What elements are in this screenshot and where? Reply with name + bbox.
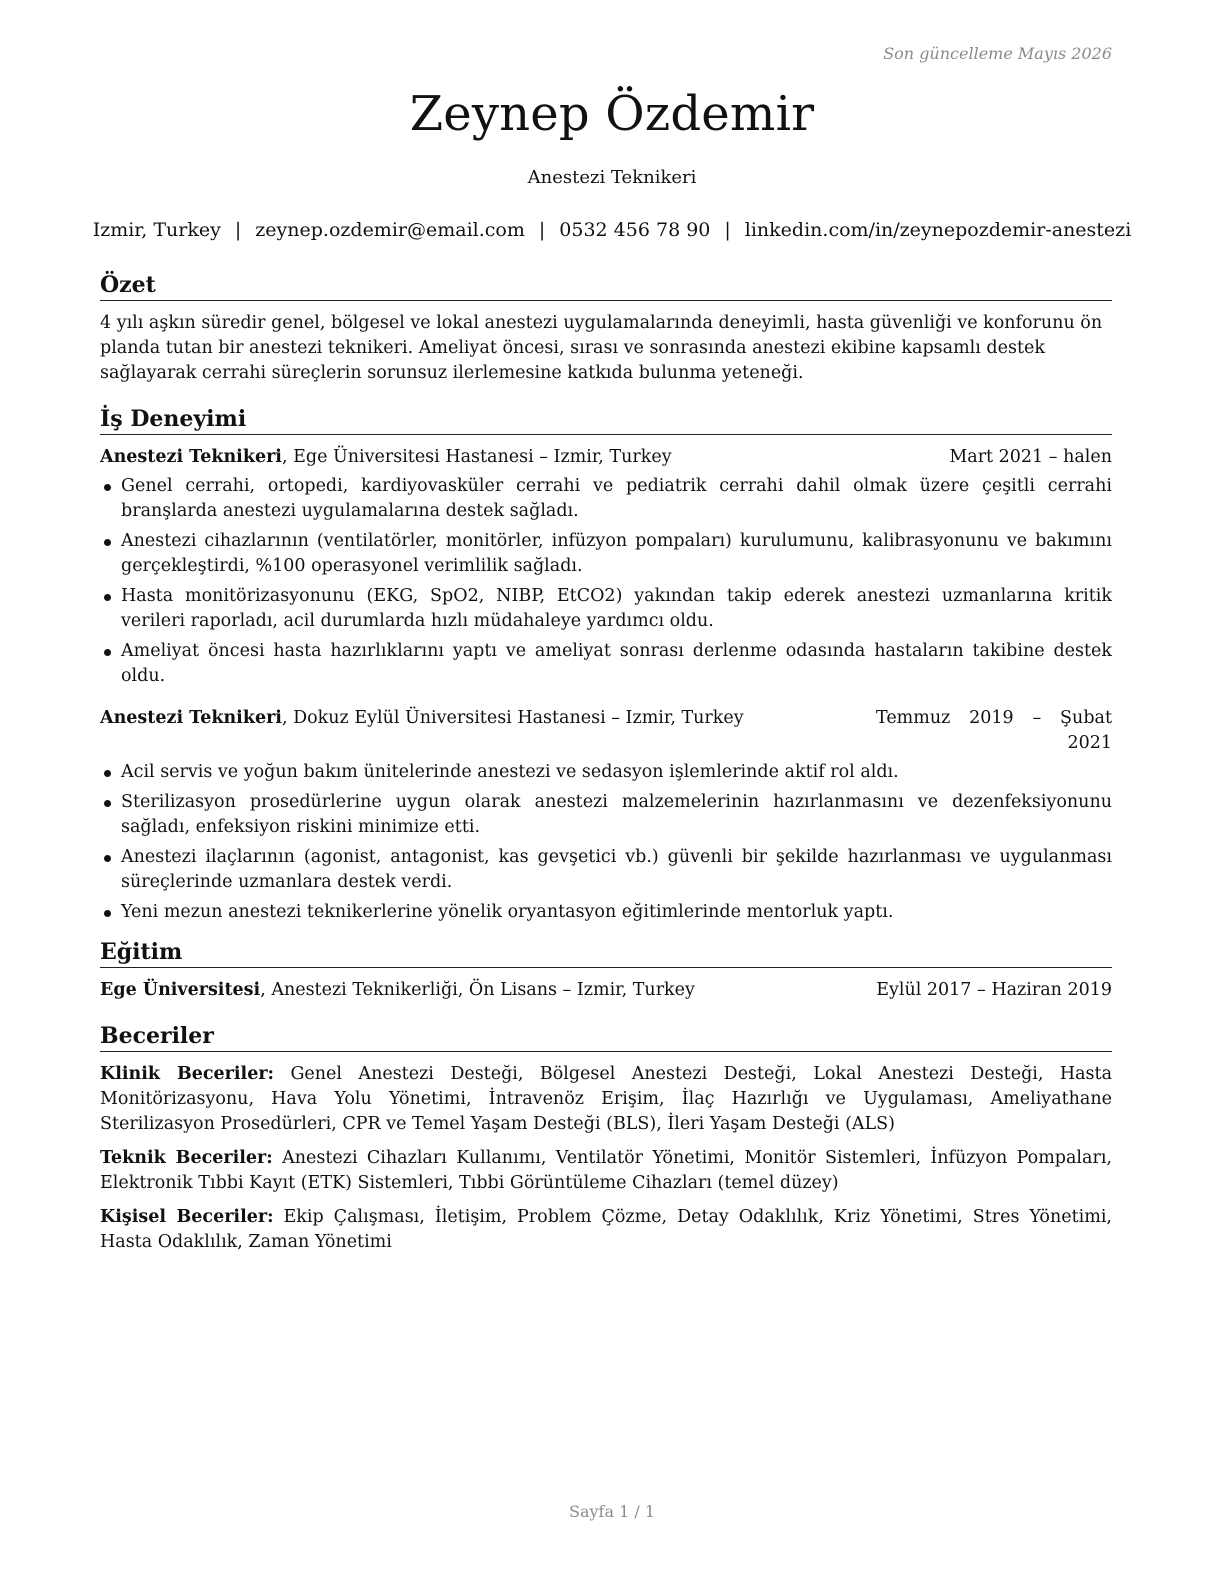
person-name: Zeynep Özdemir (409, 86, 815, 142)
job-bullet: Hasta monitörizasyonunu (EKG, SpO2, NIBP, EtCO2) yakından takip ederek anestezi uzmanlarına kritik verileri raporladı, acil durumlarda hızlı müdahaleye yardımcı oldu. (100, 584, 1112, 634)
section-heading-skills: Beceriler (100, 1022, 1112, 1052)
job-role: Anestezi Teknikeri (100, 708, 282, 728)
education-section (100, 938, 1112, 1003)
job-bullet: Sterilizasyon prosedürlerine uygun olarak anestezi malzemelerinin hazırlanmasını ve dezenfeksiyonunu sağladı, enfeksiyon riskini minimize etti. (100, 790, 1112, 840)
summary-text: 4 yılı aşkın süredir genel, bölgesel ve lokal anestezi uygulamalarında deneyimli, hasta güvenliği ve konforunu ön planda tutan bir anestezi teknikeri. Ameliyat öncesi, sırası ve sonrasında anestezi ekibine kapsamlı destek sağlayarak cerrahi süreçlerin sorunsuz ilerlemesine katkıda bulunma yeteneği. (100, 313, 1103, 383)
contact-linkedin[interactable]: linkedin.com/in/zeynepozdemir-anestezi (744, 219, 1132, 241)
job-bullet: Anestezi ilaçlarının (agonist, antagonist, kas gevşetici vb.) güvenli bir şekilde hazırlanması ve uygulanması süreçlerinde uzmanlara destek verdi. (100, 845, 1112, 895)
job-role: Anestezi Teknikeri (100, 447, 282, 467)
education-school-degree (100, 978, 695, 1003)
skill-group-text: Anestezi Cihazları Kullanımı, Ventilatör Yönetimi, Monitör Sistemleri, İnfüzyon Pompaları, Elektronik Tıbbi Kayıt (ETK) Sistemleri, Tıbbi Görüntüleme Cihazları (temel düzey) (100, 1148, 1112, 1193)
education-entry (100, 978, 1112, 1003)
contact-line (0, 219, 1224, 241)
section-heading-education: Eğitim (100, 938, 1112, 968)
skill-group-text: Genel Anestezi Desteği, Bölgesel Anestezi Desteği, Lokal Anestezi Desteği, Hasta Monitörizasyonu, Hava Yolu Yönetimi, İntravenöz Erişim, İlaç Hazırlığı ve Uygulaması, Ameliyathane Sterilizasyon Prosedürleri, CPR ve Temel Yaşam Desteği (BLS), İleri Yaşam Desteği (ALS) (100, 1064, 1112, 1134)
job-entry (100, 706, 1112, 925)
job-bullets (100, 760, 1112, 925)
job-role-org (100, 445, 672, 470)
job-header (100, 445, 1112, 470)
job-bullet: Acil servis ve yoğun bakım ünitelerinde anestezi ve sedasyon işlemlerinde aktif rol aldı. (100, 760, 1112, 785)
job-entry (100, 445, 1112, 689)
last-updated-note: Son güncelleme Mayıs 2026 (883, 44, 1112, 63)
skill-group-clinical (100, 1062, 1112, 1137)
job-header (100, 706, 1112, 756)
contact-separator: | (538, 219, 546, 241)
section-heading-summary: Özet (100, 271, 1112, 301)
job-role-org (100, 706, 744, 756)
page-number: Sayfa 1 / 1 (568, 1502, 655, 1521)
skill-group-technical (100, 1146, 1112, 1196)
job-bullets (100, 474, 1112, 689)
section-heading-experience: İş Deneyimi (100, 405, 1112, 435)
contact-separator: | (234, 219, 242, 241)
job-dates: Mart 2021 – halen (949, 447, 1112, 467)
job-bullet: Ameliyat öncesi hasta hazırlıklarını yaptı ve ameliyat sonrası derlenme odasında hastaların takibine destek oldu. (100, 639, 1112, 689)
education-dates: Eylül 2017 – Haziran 2019 (876, 980, 1112, 1000)
contact-email[interactable]: zeynep.ozdemir@email.com (255, 219, 525, 241)
education-details: , Anestezi Teknikerliği, Ön Lisans – Izmir, Turkey (260, 980, 695, 1000)
experience-section (100, 405, 1112, 930)
skills-section (100, 1022, 1112, 1264)
contact-separator: | (724, 219, 731, 241)
job-organization: , Dokuz Eylül Üniversitesi Hastanesi – Izmir, Turkey (281, 708, 744, 728)
job-bullet: Yeni mezun anestezi teknikerlerine yönelik oryantasyon eğitimlerinde mentorluk yaptı. (100, 900, 1112, 925)
job-bullet: Genel cerrahi, ortopedi, kardiyovasküler cerrahi ve pediatrik cerrahi dahil olmak üzere çeşitli cerrahi branşlarda anestezi uygulamalarına destek sağladı. (100, 474, 1112, 524)
contact-phone: 0532 456 78 90 (559, 219, 711, 241)
skill-group-label: Klinik Beceriler: (100, 1064, 275, 1084)
job-bullet: Anestezi cihazlarının (ventilatörler, monitörler, infüzyon pompaları) kurulumunu, kalibrasyonunu ve bakımını gerçekleştirdi, %100 operasyonel verimlilik sağladı. (100, 529, 1112, 579)
skill-group-text: Ekip Çalışması, İletişim, Problem Çözme, Detay Odaklılık, Kriz Yönetimi, Stres Yönetimi, Hasta Odaklılık, Zaman Yönetimi (100, 1207, 1112, 1252)
job-organization: , Ege Üniversitesi Hastanesi – Izmir, Turkey (281, 447, 672, 467)
skill-group-label: Teknik Beceriler: (100, 1148, 273, 1168)
job-dates: Temmuz 2019 – Şubat 2021 (876, 708, 1112, 753)
education-school: Ege Üniversitesi (100, 980, 261, 1000)
skill-group-personal (100, 1205, 1112, 1255)
skill-group-label: Kişisel Beceriler: (100, 1207, 274, 1227)
job-title: Anestezi Teknikeri (527, 167, 697, 188)
summary-section (100, 271, 1112, 386)
contact-location: Izmir, Turkey (92, 219, 221, 241)
